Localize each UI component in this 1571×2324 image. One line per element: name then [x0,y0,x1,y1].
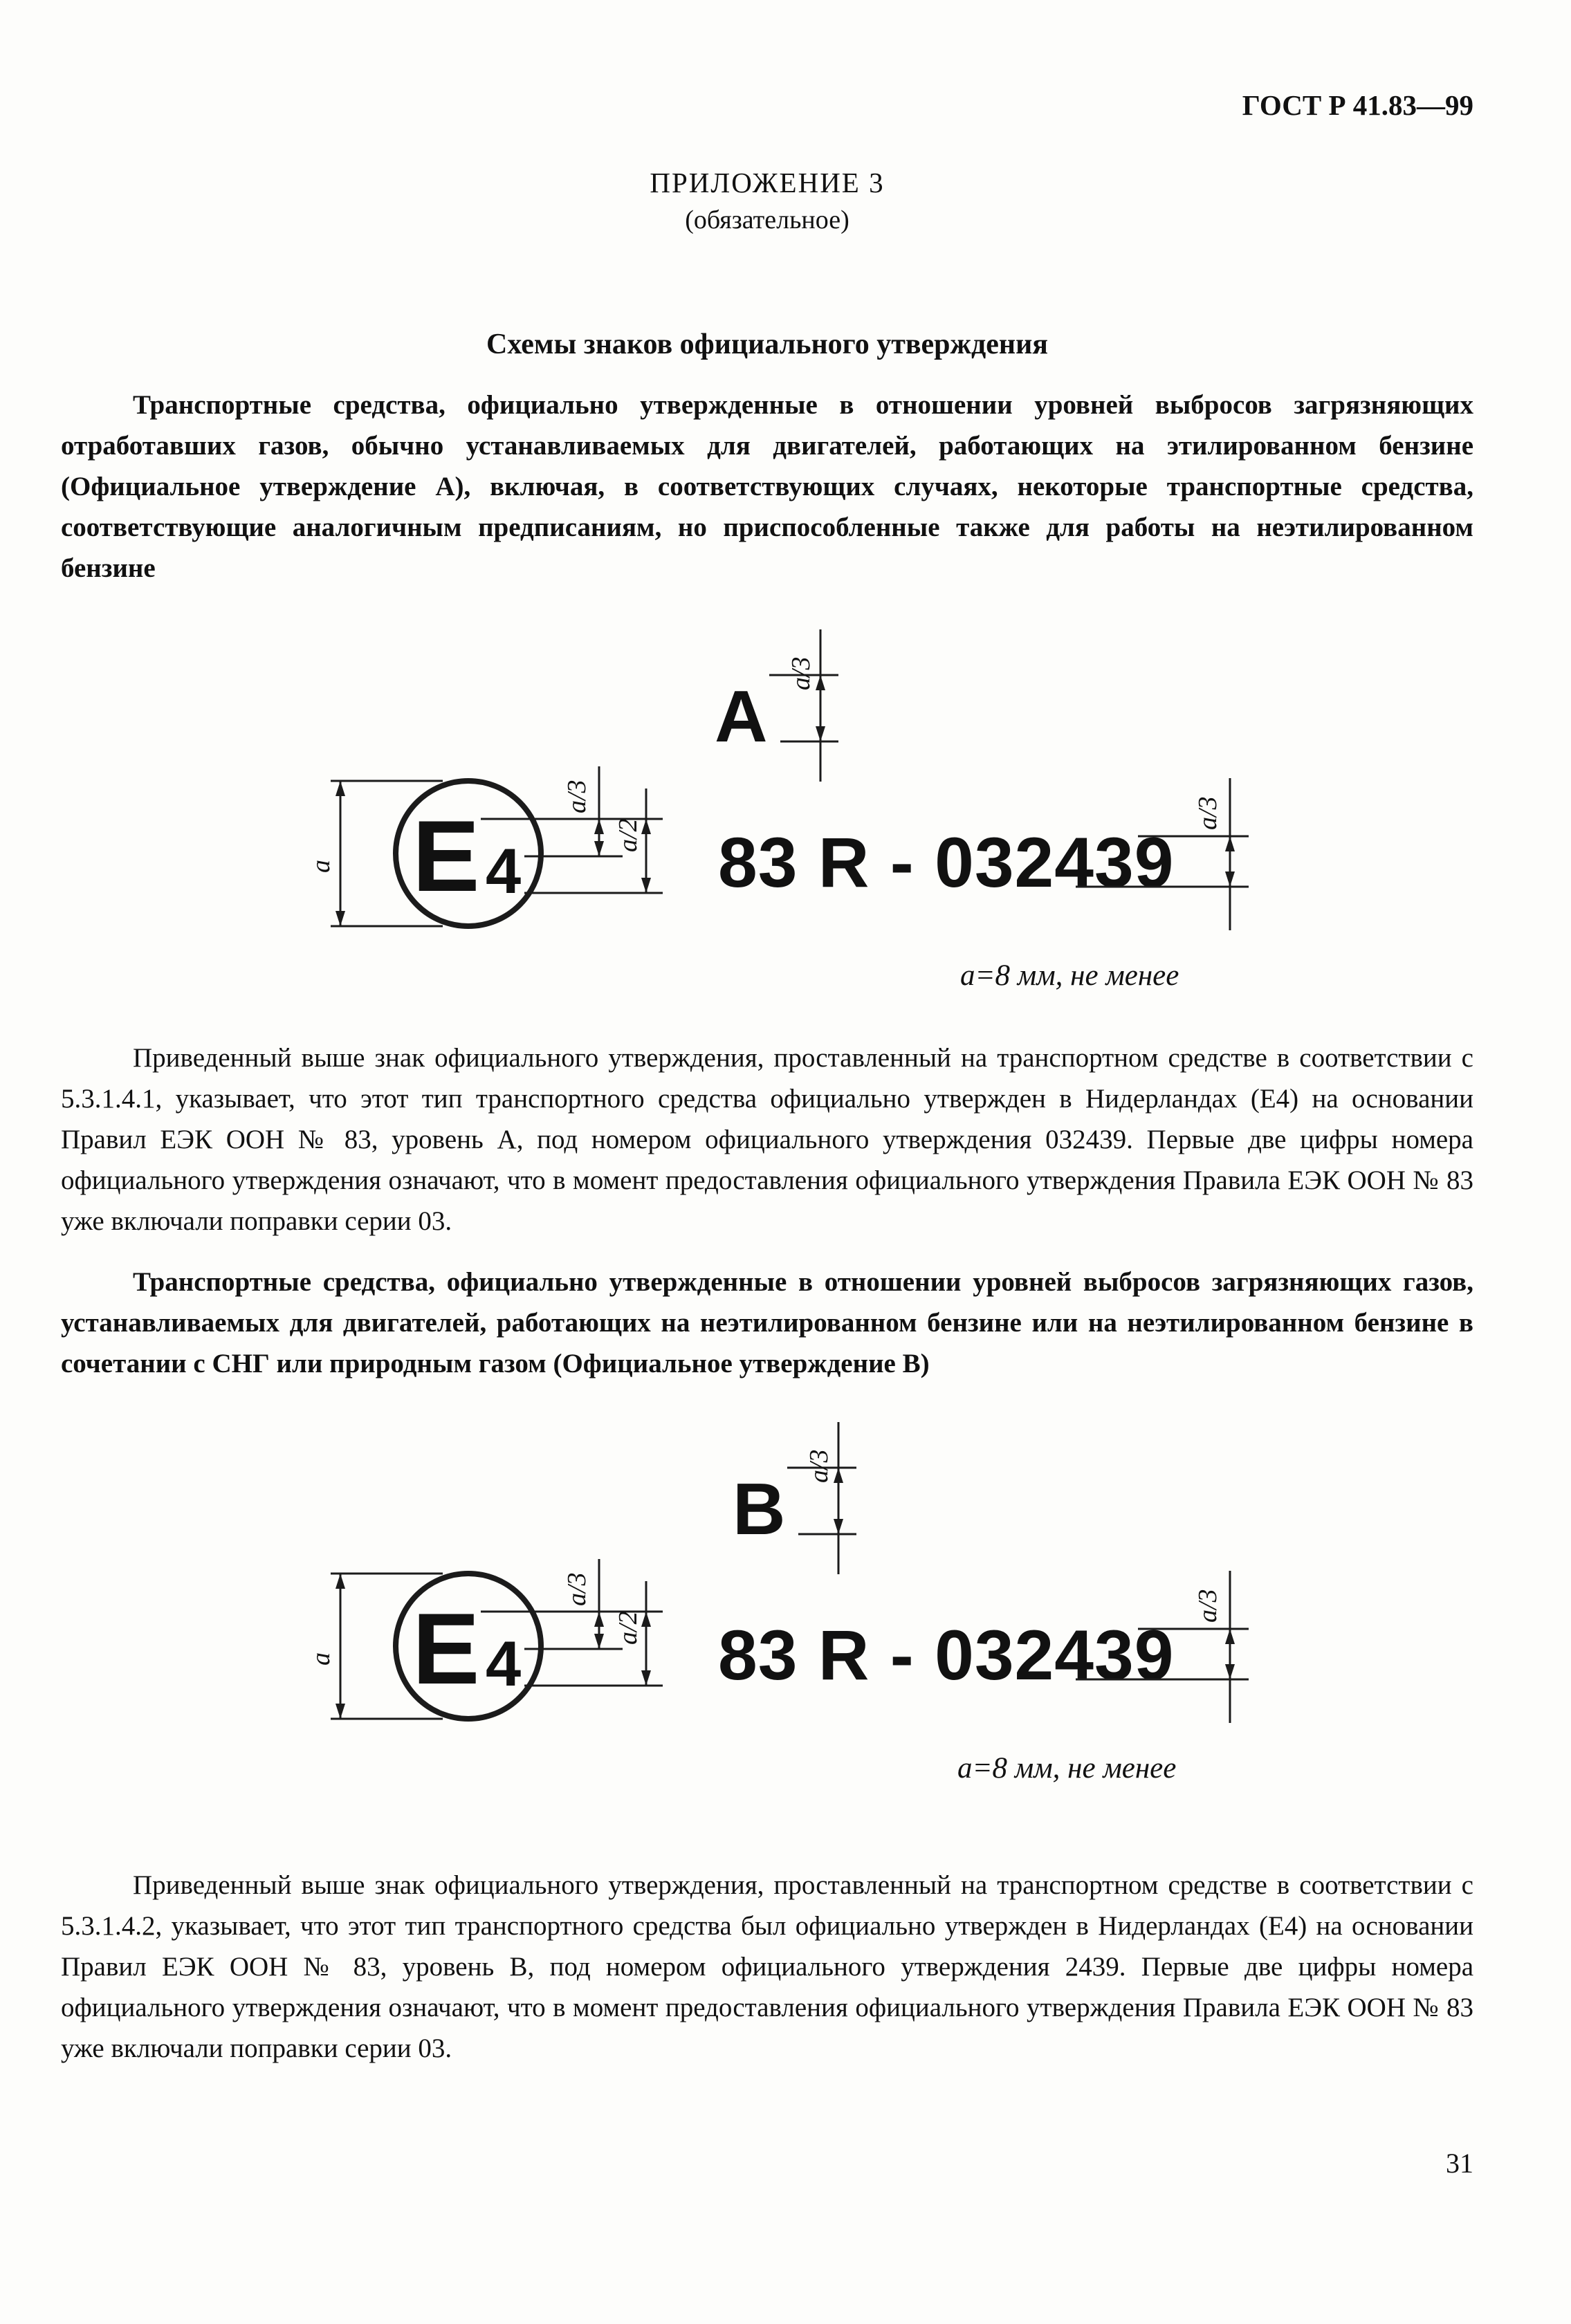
approval-mark-diagram-b [0,1387,1571,1816]
dim-label-a2: a/2 [614,818,643,852]
country-code: 4 [486,1629,522,1699]
level-letter-b: В [733,1468,786,1550]
appendix-subtitle: (обязательное) [685,205,849,234]
dim-label-a2: a/2 [614,1611,643,1645]
paragraph-intro-approval-a: Транспортные средства, официально утвержденные в отношении уровней выбросов загрязняющих отработавших газов, обычно устанавливаемых для двигателей, работающих на этилированном бензине (Официальное утверждение А), включая, в соответствующих случаях, некоторые транспортные средства, соответствующие аналогичным предписаниям, но приспособленные также для работы на неэтилированном бензине [61,390,1473,583]
e-mark-circle-block-b [306,1559,663,1719]
min-size-caption: а=8 мм, не менее [960,959,1179,992]
country-code: 4 [486,836,522,907]
level-letter-dimension-a3 [769,629,838,782]
dim-label-a3: a/3 [1193,796,1222,830]
level-letter-dimension-a3 [787,1422,856,1574]
appendix-title: ПРИЛОЖЕНИЕ 3 [650,167,885,199]
dim-label-a3: a/3 [562,780,591,813]
section-heading: Схемы знаков официального утверждения [486,329,1048,360]
dim-label-a3: a/3 [805,1449,834,1483]
approval-number-block-b [718,1571,1249,1723]
approval-number: 83 R - 032439 [718,1616,1175,1695]
paragraph-intro-approval-b: Транспортные средства, официально утвержденные в отношении уровней выбросов загрязняющих газов, устанавливаемых для двигателей, работающих на неэтилированном бензине или на неэтилированном бензине в сочетании с СНГ или природным газом (Официальное утверждение В) [61,1267,1473,1378]
dim-label-a: a [306,1652,336,1666]
paragraph-description-b: Приведенный выше знак официального утверждения, проставленный на транспортном средстве в соответствии с 5.3.1.4.2, указывает, что этот тип транспортного средства был официально утвержден в Нидерландах (Е4) на основании Правил ЕЭК ООН № 83, уровень В, под номером официального утверждения 2439. Первые две цифры номера официального утверждения означают, что в момент предоставления официального утверждения Правила ЕЭК ООН № 83 уже включали поправки серии 03. [61,1870,1473,2063]
level-letter-block-b [733,1422,856,1574]
approval-number: 83 R - 032439 [718,823,1175,902]
level-letter-a: А [715,676,768,757]
dim-label-a3: a/3 [562,1572,591,1606]
paragraph-description-a: Приведенный выше знак официального утверждения, проставленный на транспортном средстве в соответствии с 5.3.1.4.1, указывает, что этот тип транспортного средства официально утвержден в Нидерландах (Е4) на основании Правил ЕЭК ООН № 83, уровень А, под номером официального утверждения 032439. Первые две цифры номера официального утверждения означают, что в момент предоставления официального утверждения Правила ЕЭК ООН № 83 уже включали поправки серии 03. [61,1043,1473,1236]
min-size-caption: а=8 мм, не менее [957,1752,1177,1784]
document-code: ГОСТ Р 41.83—99 [1242,89,1473,121]
e-mark-letter: E [412,800,480,912]
approval-number-block-a [718,778,1249,930]
approval-mark-diagram-a [0,595,1571,1024]
page-number: 31 [1446,2148,1473,2179]
e-mark-letter: E [412,1592,480,1705]
dim-label-a: a [306,860,336,873]
e-mark-circle-block-a [306,766,663,926]
dim-label-a3: a/3 [787,656,816,690]
level-letter-block-a [715,629,838,782]
dim-label-a3: a/3 [1193,1589,1222,1623]
